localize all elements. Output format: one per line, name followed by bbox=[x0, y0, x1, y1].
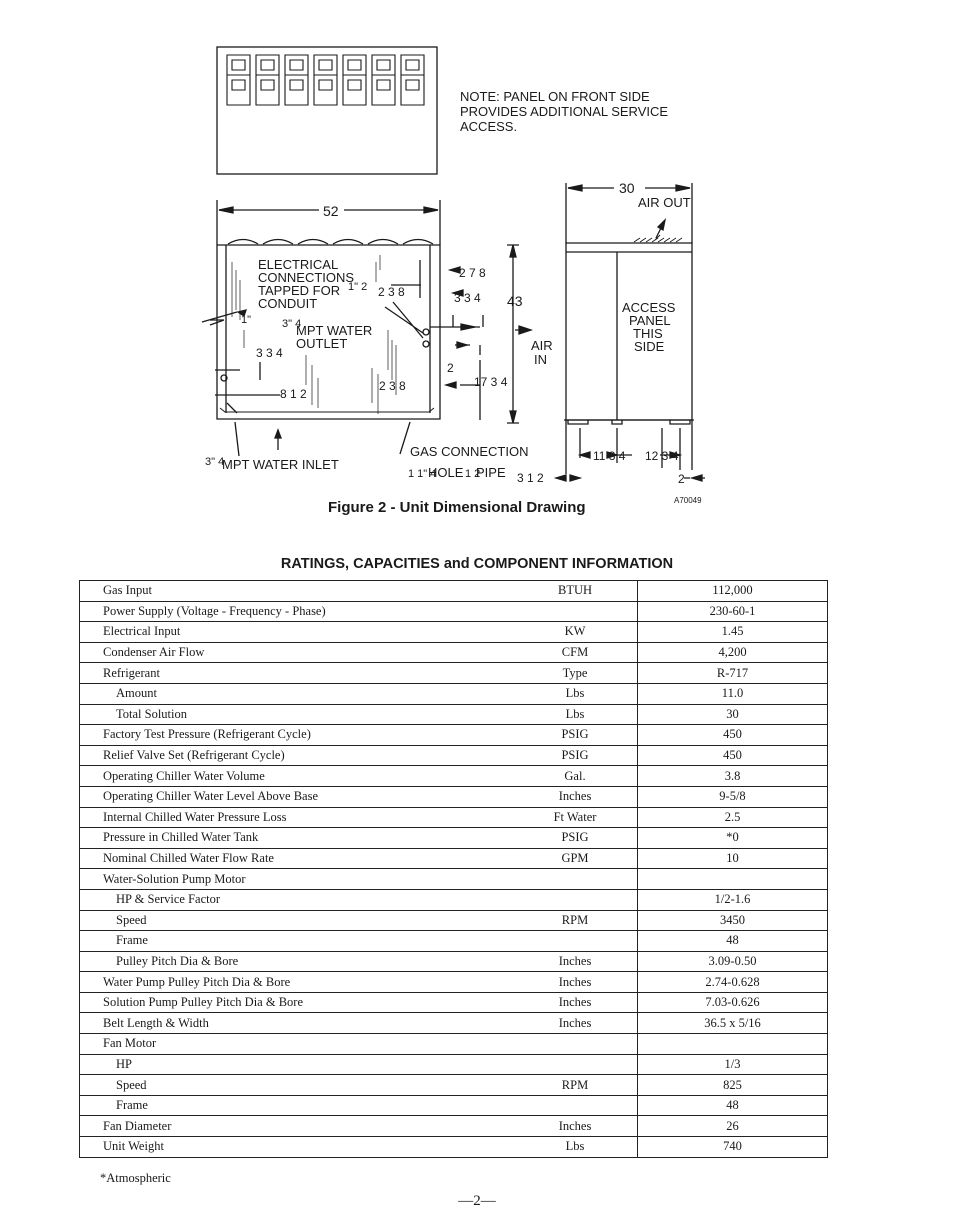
row-value bbox=[638, 1034, 828, 1055]
gas-pipe-size: 1 2 bbox=[465, 468, 481, 480]
water-inlet-label: MPT WATER INLET bbox=[222, 457, 339, 472]
row-value: 36.5 x 5/16 bbox=[638, 1013, 828, 1034]
row-value: 3.09-0.50 bbox=[638, 951, 828, 972]
table-row bbox=[80, 910, 828, 931]
table-row bbox=[80, 642, 828, 663]
row-unit: Type bbox=[529, 663, 621, 684]
row-spacer bbox=[621, 1034, 638, 1055]
electrical-label-3: TAPPED FOR bbox=[258, 283, 341, 298]
row-name: Electrical Input bbox=[80, 622, 530, 643]
row-spacer bbox=[621, 581, 638, 602]
air-in-label-1: AIR bbox=[531, 338, 553, 353]
row-value bbox=[638, 869, 828, 890]
table-row bbox=[80, 725, 828, 746]
row-name: Nominal Chilled Water Flow Rate bbox=[80, 848, 530, 869]
row-value: R-717 bbox=[638, 663, 828, 684]
row-name: Refrigerant bbox=[80, 663, 530, 684]
row-name: Water Pump Pulley Pitch Dia & Bore bbox=[80, 972, 530, 993]
row-name: Power Supply (Voltage - Frequency - Phase) bbox=[80, 601, 530, 622]
row-unit: Inches bbox=[529, 1116, 621, 1137]
electrical-size: 1" 2 bbox=[348, 281, 368, 293]
table-row bbox=[80, 848, 828, 869]
row-unit: Inches bbox=[529, 951, 621, 972]
dim-3-3-4-right: 3 3 4 bbox=[454, 291, 481, 305]
note-line-3: ACCESS. bbox=[460, 119, 518, 134]
note-line-1: NOTE: PANEL ON FRONT SIDE bbox=[460, 89, 650, 104]
row-name: Factory Test Pressure (Refrigerant Cycle) bbox=[80, 725, 530, 746]
table-row bbox=[80, 828, 828, 849]
figure-caption: Figure 2 - Unit Dimensional Drawing bbox=[328, 499, 586, 516]
table-row bbox=[80, 1116, 828, 1137]
row-value: 48 bbox=[638, 931, 828, 952]
row-unit bbox=[529, 601, 621, 622]
figure-code: A70049 bbox=[674, 496, 702, 505]
row-value: 3450 bbox=[638, 910, 828, 931]
dim-2-right: 2 bbox=[678, 472, 685, 486]
row-name: Frame bbox=[80, 931, 530, 952]
row-value: 450 bbox=[638, 745, 828, 766]
table-row bbox=[80, 601, 828, 622]
row-unit: RPM bbox=[529, 910, 621, 931]
footnote: *Atmospheric bbox=[100, 1171, 171, 1185]
height-dim-label: 43 bbox=[507, 293, 523, 309]
row-value: 48 bbox=[638, 1095, 828, 1116]
row-spacer bbox=[621, 622, 638, 643]
row-spacer bbox=[621, 1137, 638, 1158]
row-name: Pressure in Chilled Water Tank bbox=[80, 828, 530, 849]
dim-3-3-4-left: 3 3 4 bbox=[256, 346, 283, 360]
note-line-2: PROVIDES ADDITIONAL SERVICE bbox=[460, 104, 669, 119]
dim-12-3-4: 12 3 4 bbox=[645, 449, 679, 463]
row-unit: Inches bbox=[529, 786, 621, 807]
row-spacer bbox=[621, 910, 638, 931]
row-name: Operating Chiller Water Level Above Base bbox=[80, 786, 530, 807]
row-unit: Inches bbox=[529, 1013, 621, 1034]
electrical-label-2: CONNECTIONS bbox=[258, 270, 355, 285]
row-spacer bbox=[621, 807, 638, 828]
table-row bbox=[80, 786, 828, 807]
dim-2: 2 bbox=[447, 361, 454, 375]
row-name: Gas Input bbox=[80, 581, 530, 602]
page-number: —2— bbox=[458, 1193, 496, 1209]
row-unit: Inches bbox=[529, 992, 621, 1013]
row-value: 4,200 bbox=[638, 642, 828, 663]
row-value: 10 bbox=[638, 848, 828, 869]
row-value: 230-60-1 bbox=[638, 601, 828, 622]
row-unit: CFM bbox=[529, 642, 621, 663]
unit-dimensional-drawing bbox=[0, 0, 954, 520]
row-value: 26 bbox=[638, 1116, 828, 1137]
row-spacer bbox=[621, 725, 638, 746]
row-value: 1.45 bbox=[638, 622, 828, 643]
row-name: HP & Service Factor bbox=[80, 889, 530, 910]
row-spacer bbox=[621, 601, 638, 622]
row-unit: KW bbox=[529, 622, 621, 643]
table-row bbox=[80, 581, 828, 602]
row-unit: Lbs bbox=[529, 683, 621, 704]
row-spacer bbox=[621, 889, 638, 910]
row-unit: Lbs bbox=[529, 704, 621, 725]
row-value: 11.0 bbox=[638, 683, 828, 704]
air-out-label: AIR OUT bbox=[638, 195, 691, 210]
row-value: 1/3 bbox=[638, 1054, 828, 1075]
table-row bbox=[80, 951, 828, 972]
side-view-outline bbox=[566, 243, 692, 420]
dim-2-3-8-upper: 2 3 8 bbox=[378, 285, 405, 299]
row-spacer bbox=[621, 704, 638, 725]
table-row bbox=[80, 1075, 828, 1096]
ratings-table bbox=[79, 580, 828, 1158]
row-name: Belt Length & Width bbox=[80, 1013, 530, 1034]
row-name: Operating Chiller Water Volume bbox=[80, 766, 530, 787]
row-spacer bbox=[621, 972, 638, 993]
row-spacer bbox=[621, 1095, 638, 1116]
top-view-vents bbox=[227, 55, 424, 105]
row-value: 2.74-0.628 bbox=[638, 972, 828, 993]
row-unit: Inches bbox=[529, 972, 621, 993]
row-unit: BTUH bbox=[529, 581, 621, 602]
ratings-table-body bbox=[80, 581, 828, 1158]
water-outlet-label-1: MPT WATER bbox=[296, 323, 373, 338]
row-name: Relief Valve Set (Refrigerant Cycle) bbox=[80, 745, 530, 766]
air-in-label-2: IN bbox=[534, 352, 547, 367]
row-unit: Gal. bbox=[529, 766, 621, 787]
row-value: 112,000 bbox=[638, 581, 828, 602]
row-value: 7.03-0.626 bbox=[638, 992, 828, 1013]
gas-connection-label: GAS CONNECTION bbox=[410, 444, 529, 459]
gas-pipe-label: PIPE bbox=[476, 465, 506, 480]
table-title: RATINGS, CAPACITIES and COMPONENT INFORMATION bbox=[280, 556, 674, 572]
dim-17-3-4: 17 3 4 bbox=[474, 375, 508, 389]
row-spacer bbox=[621, 766, 638, 787]
row-spacer bbox=[621, 931, 638, 952]
access-panel-label-1: ACCESS bbox=[622, 300, 676, 315]
dim-1: 1" bbox=[241, 314, 252, 326]
row-spacer bbox=[621, 869, 638, 890]
row-name: Fan Diameter bbox=[80, 1116, 530, 1137]
gas-hole-label: HOLE bbox=[428, 465, 464, 480]
access-panel-label-3: THIS bbox=[633, 326, 663, 341]
row-spacer bbox=[621, 745, 638, 766]
row-spacer bbox=[621, 1075, 638, 1096]
table-row bbox=[80, 683, 828, 704]
table-row bbox=[80, 972, 828, 993]
access-panel-label-2: PANEL bbox=[629, 313, 671, 328]
row-unit: PSIG bbox=[529, 828, 621, 849]
row-name: Frame bbox=[80, 1095, 530, 1116]
dim-11-3-4: 11 3 4 bbox=[593, 449, 626, 463]
row-spacer bbox=[621, 1013, 638, 1034]
table-row bbox=[80, 745, 828, 766]
row-unit bbox=[529, 931, 621, 952]
row-spacer bbox=[621, 848, 638, 869]
row-spacer bbox=[621, 683, 638, 704]
table-row bbox=[80, 807, 828, 828]
row-value: 825 bbox=[638, 1075, 828, 1096]
row-spacer bbox=[621, 1054, 638, 1075]
row-unit: PSIG bbox=[529, 745, 621, 766]
row-unit bbox=[529, 1095, 621, 1116]
row-unit: Lbs bbox=[529, 1137, 621, 1158]
table-row bbox=[80, 663, 828, 684]
row-unit bbox=[529, 1034, 621, 1055]
row-name: Pulley Pitch Dia & Bore bbox=[80, 951, 530, 972]
dim-8-1-2: 8 1 2 bbox=[280, 387, 307, 401]
row-name: Speed bbox=[80, 1075, 530, 1096]
table-row bbox=[80, 1054, 828, 1075]
gas-hole-size: 1 1" 4 bbox=[408, 468, 437, 480]
row-unit: RPM bbox=[529, 1075, 621, 1096]
row-value: 2.5 bbox=[638, 807, 828, 828]
row-value: 450 bbox=[638, 725, 828, 746]
table-row bbox=[80, 704, 828, 725]
row-name: Unit Weight bbox=[80, 1137, 530, 1158]
dim-2-7-8: 2 7 8 bbox=[459, 266, 486, 280]
table-row bbox=[80, 992, 828, 1013]
row-unit bbox=[529, 869, 621, 890]
width-dim-label: 52 bbox=[323, 203, 339, 219]
electrical-label-4: CONDUIT bbox=[258, 296, 318, 311]
access-panel-label-4: SIDE bbox=[634, 339, 665, 354]
row-spacer bbox=[621, 786, 638, 807]
row-name: Solution Pump Pulley Pitch Dia & Bore bbox=[80, 992, 530, 1013]
table-row bbox=[80, 889, 828, 910]
row-name: HP bbox=[80, 1054, 530, 1075]
table-row bbox=[80, 1137, 828, 1158]
row-value: 9-5/8 bbox=[638, 786, 828, 807]
table-row bbox=[80, 931, 828, 952]
row-unit bbox=[529, 1054, 621, 1075]
row-name: Amount bbox=[80, 683, 530, 704]
row-name: Internal Chilled Water Pressure Loss bbox=[80, 807, 530, 828]
depth-dim-label: 30 bbox=[619, 180, 635, 196]
water-inlet-size: 3" 4 bbox=[205, 456, 225, 468]
row-value: 740 bbox=[638, 1137, 828, 1158]
table-row bbox=[80, 1034, 828, 1055]
row-spacer bbox=[621, 642, 638, 663]
row-spacer bbox=[621, 951, 638, 972]
water-outlet-size: 3" 4 bbox=[282, 318, 302, 330]
row-unit: PSIG bbox=[529, 725, 621, 746]
dim-2-3-8-lower: 2 3 8 bbox=[379, 379, 406, 393]
row-name: Water-Solution Pump Motor bbox=[80, 869, 530, 890]
row-name: Total Solution bbox=[80, 704, 530, 725]
row-spacer bbox=[621, 1116, 638, 1137]
row-name: Condenser Air Flow bbox=[80, 642, 530, 663]
row-value: *0 bbox=[638, 828, 828, 849]
row-name: Speed bbox=[80, 910, 530, 931]
water-outlet-label-2: OUTLET bbox=[296, 336, 348, 351]
row-value: 1/2-1.6 bbox=[638, 889, 828, 910]
row-unit: Ft Water bbox=[529, 807, 621, 828]
row-spacer bbox=[621, 992, 638, 1013]
table-row bbox=[80, 1013, 828, 1034]
electrical-label-1: ELECTRICAL bbox=[258, 257, 339, 272]
table-row bbox=[80, 622, 828, 643]
table-row bbox=[80, 766, 828, 787]
row-spacer bbox=[621, 663, 638, 684]
row-value: 30 bbox=[638, 704, 828, 725]
row-name: Fan Motor bbox=[80, 1034, 530, 1055]
dim-3-1-2: 3 1 2 bbox=[517, 471, 544, 485]
table-row bbox=[80, 869, 828, 890]
row-spacer bbox=[621, 828, 638, 849]
row-unit: GPM bbox=[529, 848, 621, 869]
row-value: 3.8 bbox=[638, 766, 828, 787]
row-unit bbox=[529, 889, 621, 910]
table-row bbox=[80, 1095, 828, 1116]
